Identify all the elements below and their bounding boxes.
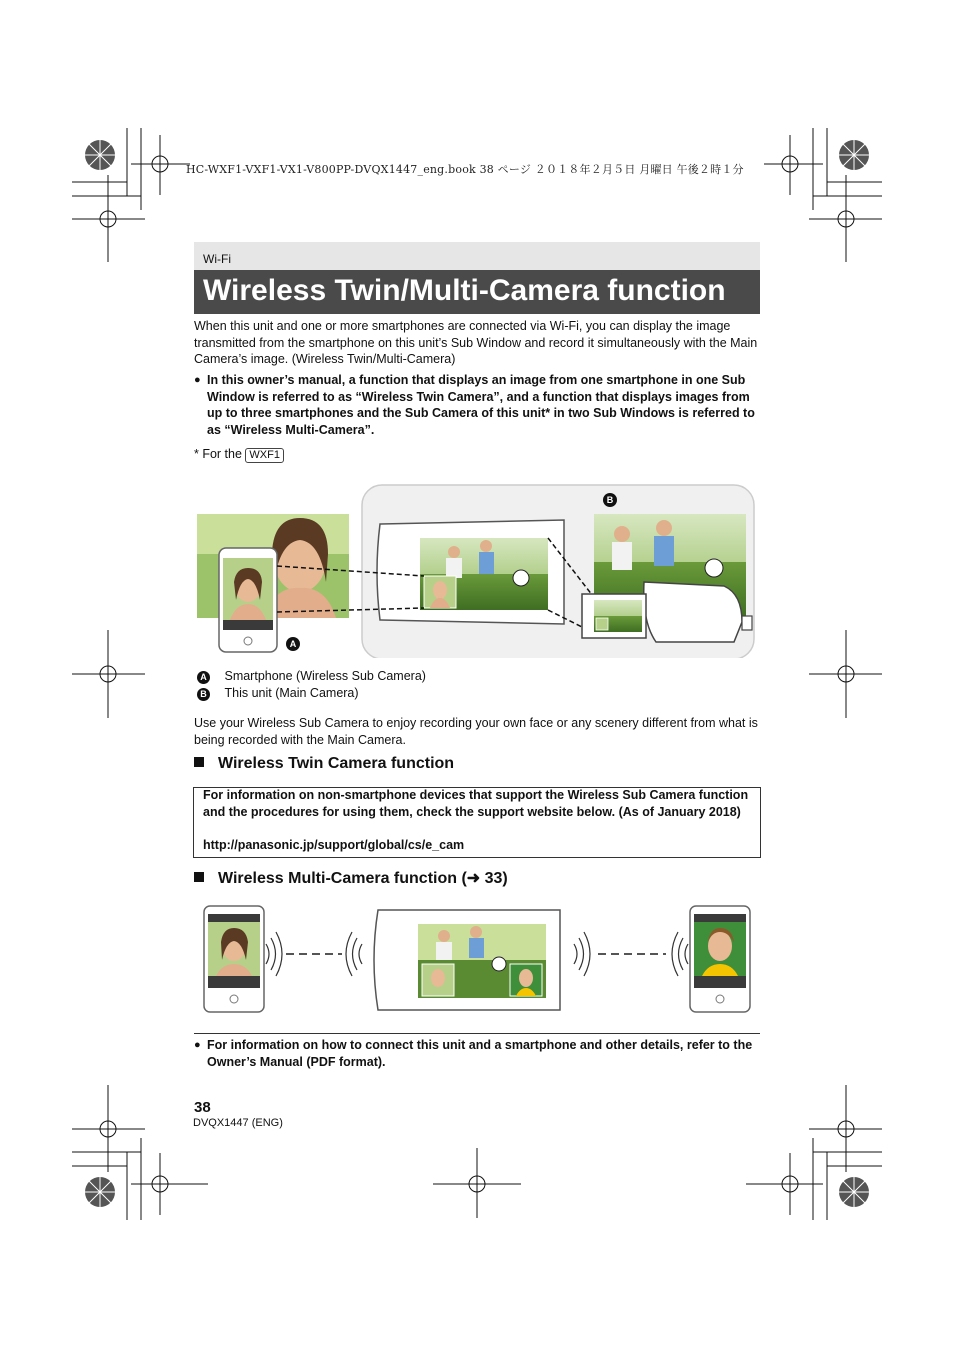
note-bullet-text: In this owner’s manual, a function that displays an image from one smartphone in one Sub Window is referred to as “Wireless Twin Camera”, and a function that displays images from up to three smartphones and the Sub Camera of this unit* in two Sub Windows is referred to as “Wireless Multi-Camera”. — [207, 373, 755, 437]
bullet-icon: ● — [194, 1039, 201, 1051]
legend-a-text: Smartphone (Wireless Sub Camera) — [224, 669, 426, 683]
use-paragraph: Use your Wireless Sub Camera to enjoy recording your own face or any scenery different from what is being recorded with the Main Camera. — [194, 716, 758, 747]
heading-twin-camera-text: Wireless Twin Camera function — [218, 755, 455, 772]
intro-paragraph: When this unit and one or more smartphones are connected via Wi-Fi, you can display the image transmitted from the smartphone on this unit’s Sub Window and record it simultaneously with the Main Camera’s image. (Wireless Twin/Multi-Camera) — [194, 319, 758, 366]
support-info-text: For information on non-smartphone devices that support the Wireless Sub Camera function and the procedures for using them, check the support website below. (As of January 2018) — [203, 788, 749, 819]
page-number: 38 — [194, 1099, 211, 1116]
twin-camera-illustration — [194, 482, 760, 658]
legend-b — [197, 685, 359, 702]
support-url[interactable]: http://panasonic.jp/support/global/cs/e_cam — [203, 838, 465, 852]
heading-multi-camera — [194, 868, 508, 888]
label-b: B — [606, 495, 614, 505]
legend-a — [197, 668, 426, 685]
camcorder-graphic — [644, 582, 742, 642]
print-header: HC-WXF1-VXF1-VX1-V800PP-DVQX1447_eng.book 38 ページ ２０１８年２月５日 月曜日 午後２時１分 — [186, 163, 744, 176]
note-bullet — [194, 372, 761, 438]
footnote-prefix: * For the — [194, 447, 242, 461]
footnote — [194, 446, 284, 463]
square-bullet-icon — [194, 872, 204, 882]
bullet-icon: ● — [194, 374, 201, 386]
model-badge: WXF1 — [245, 448, 284, 463]
section-label: Wi-Fi — [203, 252, 231, 266]
bottom-rule — [194, 1033, 760, 1034]
legend-b-text: This unit (Main Camera) — [224, 686, 359, 700]
heading-twin-camera — [194, 755, 454, 773]
bottom-note — [194, 1037, 761, 1070]
legend-b-marker: B — [197, 688, 210, 701]
heading-multi-camera-text: Wireless Multi-Camera function (➜ 33) — [218, 870, 508, 887]
multi-camera-illustration — [194, 902, 760, 1014]
label-a: A — [289, 639, 297, 649]
section-bar — [194, 242, 760, 270]
bottom-note-text: For information on how to connect this unit and a smartphone and other details, refer to the Owner’s Manual (PDF format). — [207, 1038, 753, 1069]
page-title: Wireless Twin/Multi-Camera function — [203, 274, 726, 307]
document-id: DVQX1447 (ENG) — [193, 1117, 283, 1129]
legend-a-marker: A — [197, 671, 210, 684]
square-bullet-icon — [194, 757, 204, 767]
